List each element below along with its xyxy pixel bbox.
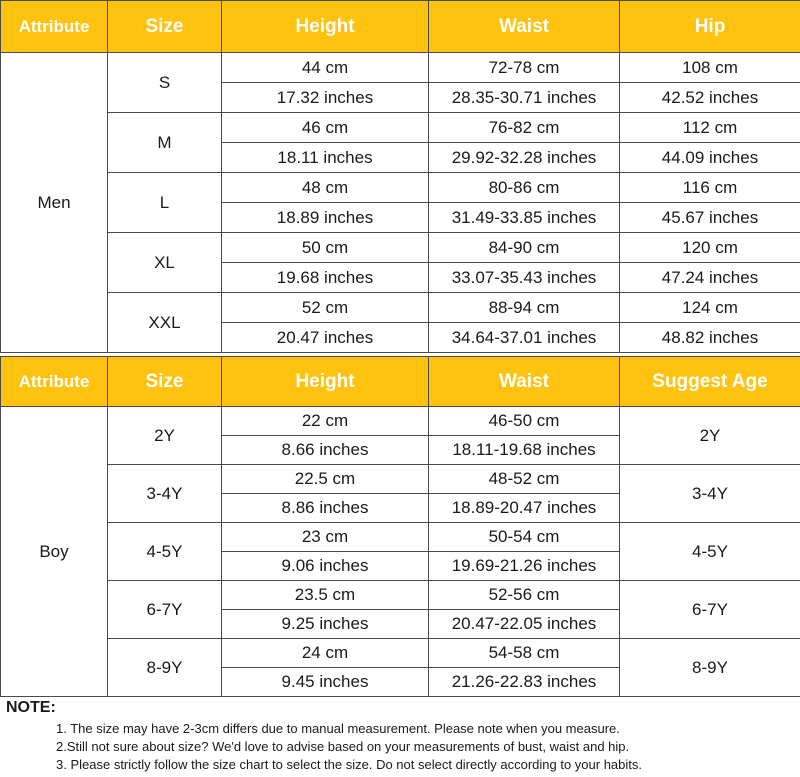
waist-inch-cell: 34.64-37.01 inches [429, 323, 620, 353]
table-row [1, 113, 800, 143]
hip-inch-cell: 44.09 inches [620, 143, 800, 173]
height-cm-cell: 52 cm [222, 293, 429, 323]
height-cm-cell: 46 cm [222, 113, 429, 143]
table-row [1, 581, 800, 610]
table-row [1, 233, 800, 263]
waist-inch-cell: 28.35-30.71 inches [429, 83, 620, 113]
height-cm-cell: 50 cm [222, 233, 429, 263]
size-cell: 3-4Y [108, 465, 222, 523]
waist-cm-cell: 46-50 cm [429, 407, 620, 436]
note-line-1: 1. The size may have 2-3cm differs due to manual measurement. Please note when you measure. [56, 721, 620, 736]
height-cm-cell: 44 cm [222, 53, 429, 83]
note-line-2: 2.Still not sure about size? We'd love to advise based on your measurements of bust, waist and hip. [56, 739, 630, 754]
boy-header-height: Height [222, 357, 429, 407]
table-row [1, 523, 800, 552]
waist-cm-cell: 84-90 cm [429, 233, 620, 263]
hip-inch-cell: 42.52 inches [620, 83, 800, 113]
waist-inch-cell: 33.07-35.43 inches [429, 263, 620, 293]
size-cell: S [108, 53, 222, 113]
waist-inch-cell: 21.26-22.83 inches [429, 668, 620, 697]
men-size-table [0, 0, 800, 353]
height-inch-cell: 9.25 inches [222, 610, 429, 639]
waist-inch-cell: 29.92-32.28 inches [429, 143, 620, 173]
men-header-waist: Waist [429, 1, 620, 53]
boy-header-size: Size [108, 357, 222, 407]
table-row [1, 173, 800, 203]
hip-inch-cell: 48.82 inches [620, 323, 800, 353]
suggest-age-cell: 3-4Y [620, 465, 800, 523]
men-header-height: Height [222, 1, 429, 53]
size-cell: 4-5Y [108, 523, 222, 581]
men-header-hip: Hip [620, 1, 800, 53]
waist-cm-cell: 54-58 cm [429, 639, 620, 668]
height-inch-cell: 17.32 inches [222, 83, 429, 113]
table-row [1, 293, 800, 323]
height-inch-cell: 18.11 inches [222, 143, 429, 173]
height-cm-cell: 22.5 cm [222, 465, 429, 494]
size-cell: XL [108, 233, 222, 293]
hip-cm-cell: 124 cm [620, 293, 800, 323]
height-cm-cell: 24 cm [222, 639, 429, 668]
height-cm-cell: 22 cm [222, 407, 429, 436]
size-cell: M [108, 113, 222, 173]
height-inch-cell: 20.47 inches [222, 323, 429, 353]
size-cell: 6-7Y [108, 581, 222, 639]
suggest-age-cell: 8-9Y [620, 639, 800, 697]
waist-inch-cell: 18.11-19.68 inches [429, 436, 620, 465]
height-inch-cell: 9.06 inches [222, 552, 429, 581]
hip-cm-cell: 108 cm [620, 53, 800, 83]
size-cell: XXL [108, 293, 222, 353]
waist-cm-cell: 80-86 cm [429, 173, 620, 203]
waist-inch-cell: 31.49-33.85 inches [429, 203, 620, 233]
height-cm-cell: 48 cm [222, 173, 429, 203]
men-header-row [1, 1, 800, 53]
boy-attribute-cell: Boy [1, 407, 108, 697]
height-inch-cell: 18.89 inches [222, 203, 429, 233]
hip-inch-cell: 45.67 inches [620, 203, 800, 233]
height-cm-cell: 23.5 cm [222, 581, 429, 610]
note-section [0, 697, 800, 772]
table-row [1, 407, 800, 436]
waist-cm-cell: 88-94 cm [429, 293, 620, 323]
boy-header-row [1, 357, 800, 407]
men-attribute-cell: Men [1, 53, 108, 353]
height-inch-cell: 9.45 inches [222, 668, 429, 697]
waist-cm-cell: 52-56 cm [429, 581, 620, 610]
suggest-age-cell: 2Y [620, 407, 800, 465]
hip-inch-cell: 47.24 inches [620, 263, 800, 293]
height-cm-cell: 23 cm [222, 523, 429, 552]
waist-inch-cell: 19.69-21.26 inches [429, 552, 620, 581]
hip-cm-cell: 116 cm [620, 173, 800, 203]
size-cell: 8-9Y [108, 639, 222, 697]
size-cell: 2Y [108, 407, 222, 465]
size-cell: L [108, 173, 222, 233]
hip-cm-cell: 120 cm [620, 233, 800, 263]
waist-cm-cell: 50-54 cm [429, 523, 620, 552]
boy-header-attribute: Attribute [1, 357, 108, 407]
boy-size-table [0, 356, 800, 697]
men-header-attribute: Attribute [1, 1, 108, 53]
suggest-age-cell: 6-7Y [620, 581, 800, 639]
waist-inch-cell: 20.47-22.05 inches [429, 610, 620, 639]
waist-cm-cell: 72-78 cm [429, 53, 620, 83]
suggest-age-cell: 4-5Y [620, 523, 800, 581]
hip-cm-cell: 112 cm [620, 113, 800, 143]
height-inch-cell: 19.68 inches [222, 263, 429, 293]
boy-header-waist: Waist [429, 357, 620, 407]
height-inch-cell: 8.86 inches [222, 494, 429, 523]
table-row [1, 639, 800, 668]
waist-cm-cell: 48-52 cm [429, 465, 620, 494]
boy-header-suggest-age: Suggest Age [620, 357, 800, 407]
height-inch-cell: 8.66 inches [222, 436, 429, 465]
table-row [1, 465, 800, 494]
waist-inch-cell: 18.89-20.47 inches [429, 494, 620, 523]
note-line-3: 3. Please strictly follow the size chart to select the size. Do not select directly according to your habits. [56, 757, 642, 772]
note-title: NOTE: [6, 699, 56, 716]
waist-cm-cell: 76-82 cm [429, 113, 620, 143]
men-header-size: Size [108, 1, 222, 53]
table-row [1, 53, 800, 83]
